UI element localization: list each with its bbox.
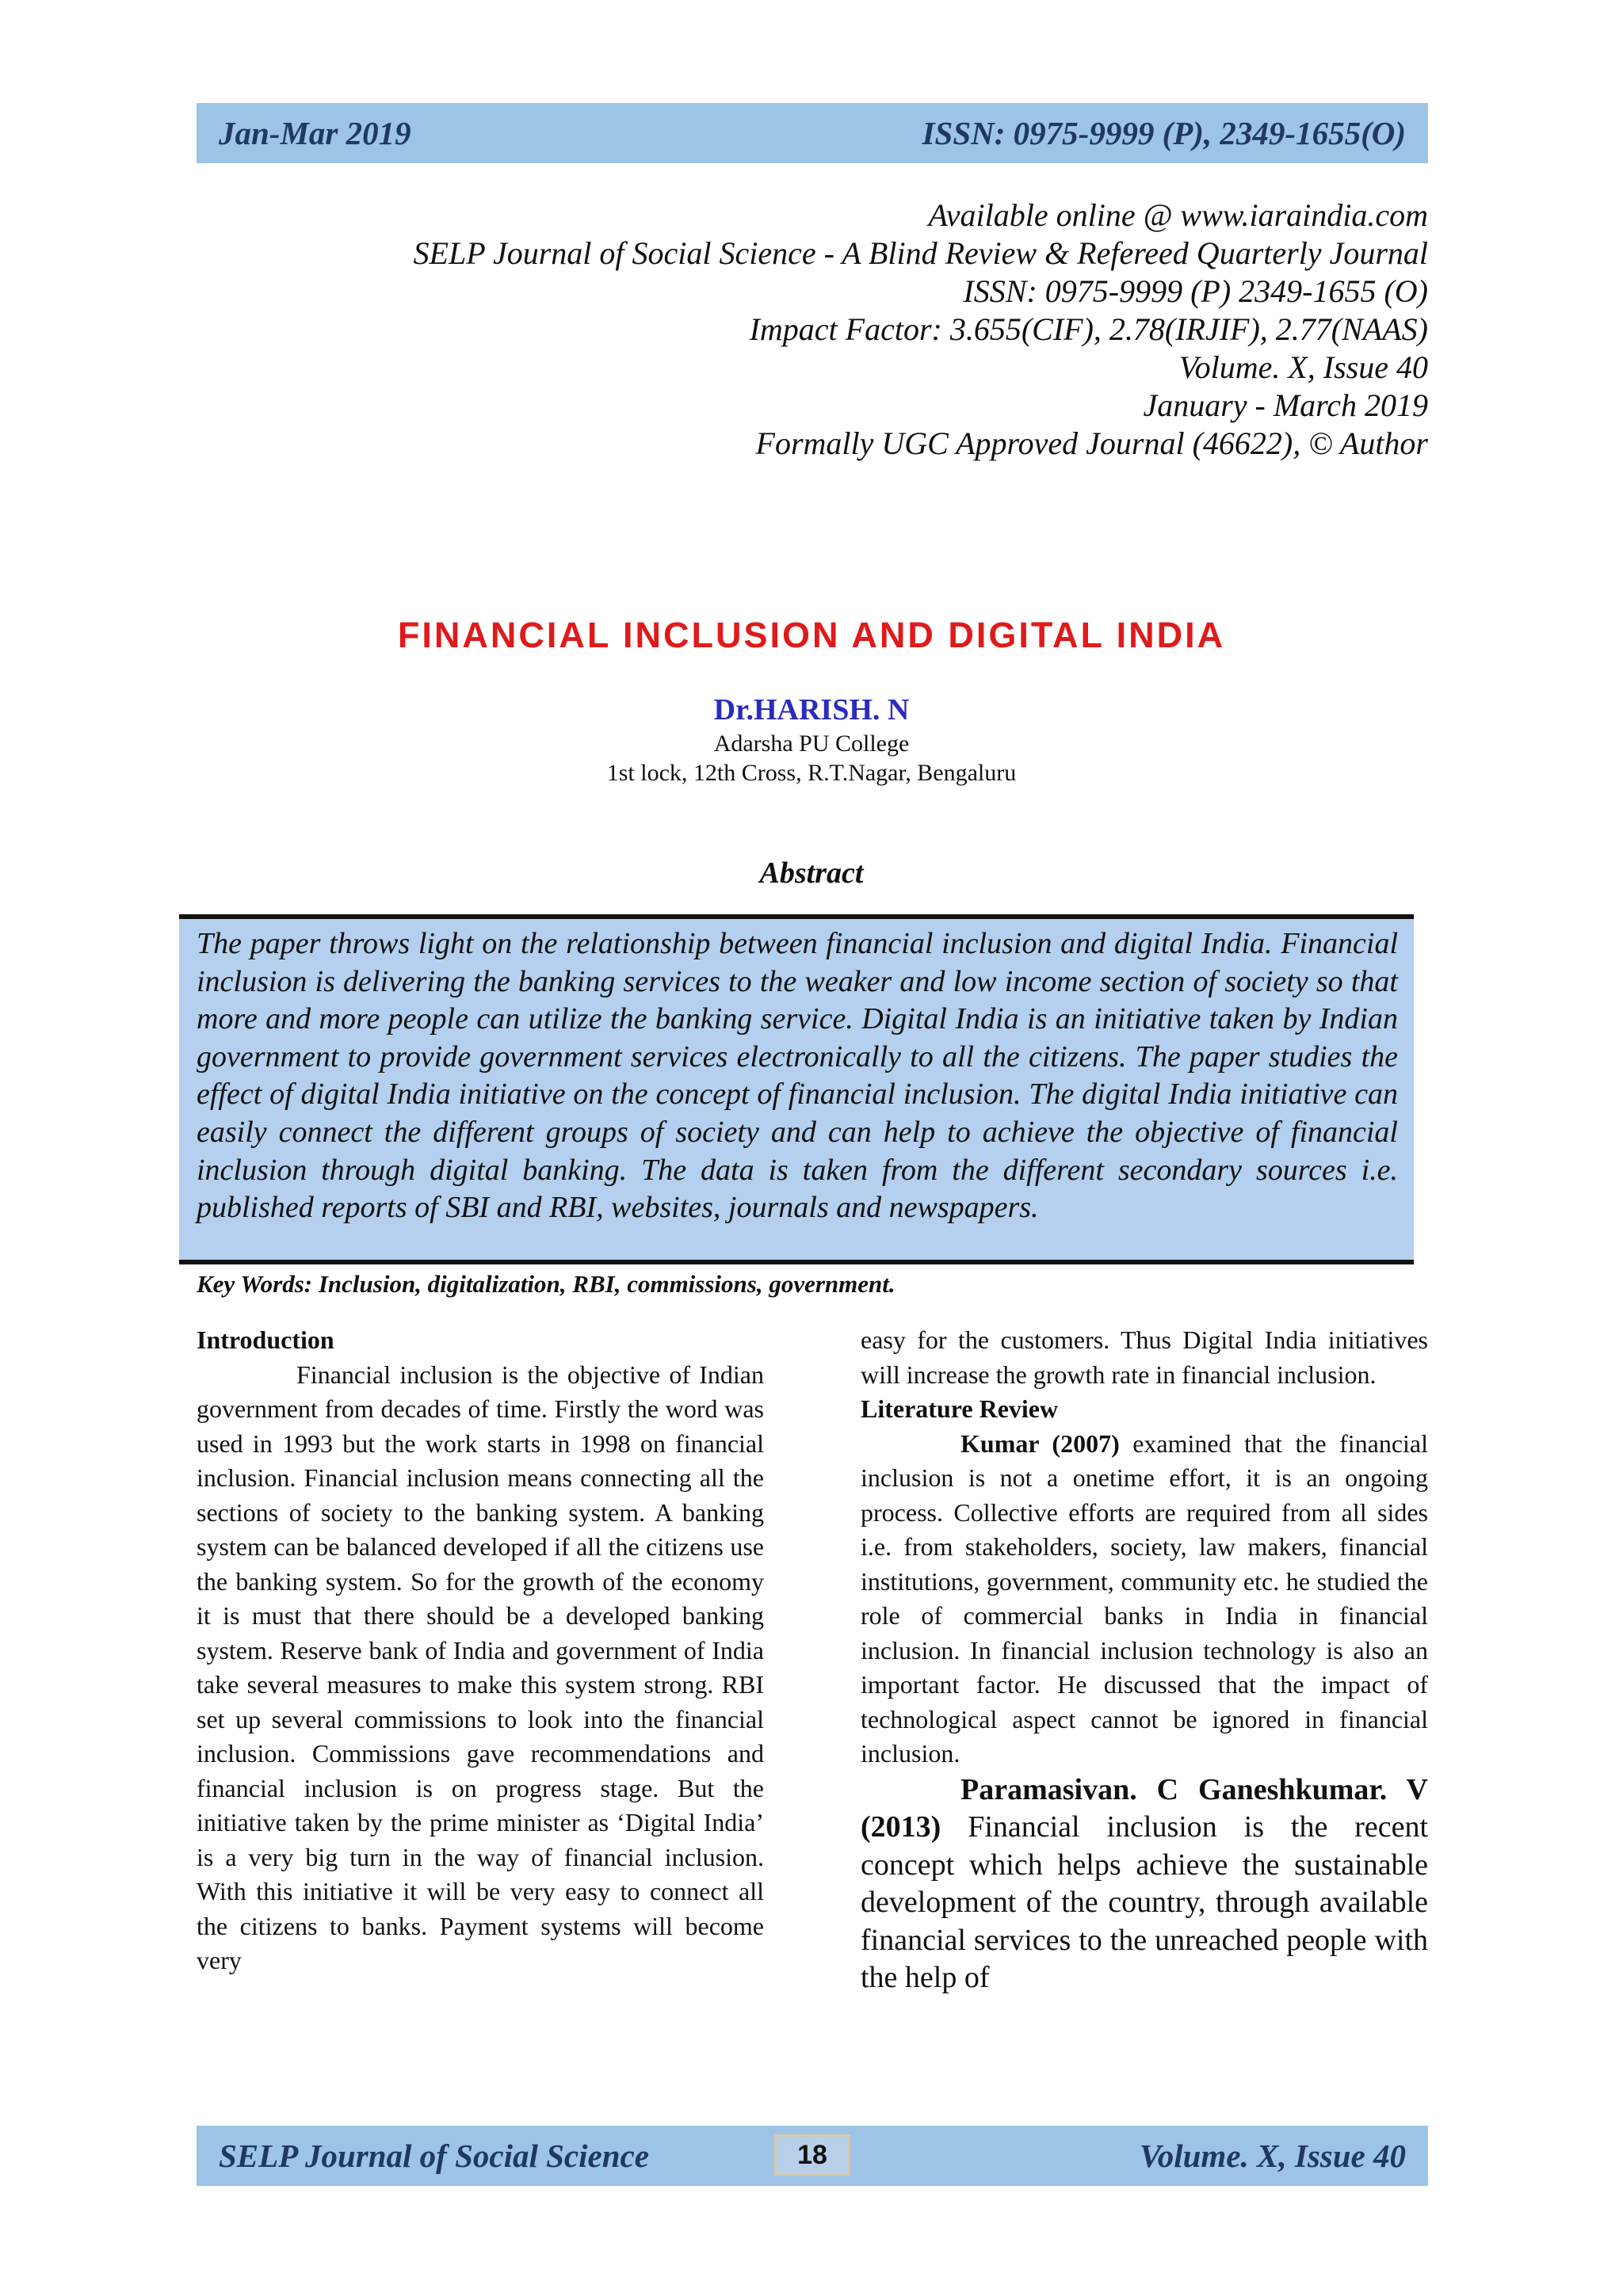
abstract-heading: Abstract bbox=[759, 856, 864, 890]
header-date: Jan-Mar 2019 bbox=[219, 115, 411, 151]
journal-meta-line: January - March 2019 bbox=[1143, 387, 1428, 423]
header-bar bbox=[197, 103, 1428, 163]
keywords: Key Words: Inclusion, digitalization, RBI, commissions, government. bbox=[197, 1270, 896, 1298]
literature-paragraph-kumar bbox=[861, 1427, 1428, 1772]
introduction-paragraph: Financial inclusion is the objective of Indian government from decades of time. Firstly the word was used in 1993 but the work starts in 1998 on financial inclusion. Financial inclusion means connecting all the sections of society to the banking system. A banking system can be balanced developed if all the citizens use the banking system. So for the growth of the economy it is must that there should be a developed banking system. Reserve bank of India and government of India take several measures to make this system strong. RBI set up several commissions to look into the financial inclusion. Commissions gave recommendations and financial inclusion is on progress stage. But the initiative taken by the prime minister as ‘Digital India’ is a very big turn in the way of financial inclusion. With this initiative it will be very easy to connect all the citizens to banks. Payment systems will become very bbox=[197, 1360, 764, 1974]
introduction-continuation: easy for the customers. Thus Digital India initiatives will increase the growth rate in financial inclusion. bbox=[861, 1325, 1428, 1389]
footer-bar bbox=[197, 2126, 1428, 2186]
journal-meta-line: SELP Journal of Social Science - A Blind Review & Refereed Quarterly Journal bbox=[413, 235, 1428, 271]
author-block bbox=[0, 691, 1623, 788]
citation-paramasivan: Paramasivan. C Ganeshkumar. V (2013) bbox=[861, 1772, 1428, 1844]
right-column bbox=[861, 1323, 1428, 1997]
author-name: Dr.HARISH. N bbox=[713, 693, 910, 727]
section-heading-introduction: Introduction bbox=[197, 1325, 334, 1354]
page-number: 18 bbox=[774, 2134, 850, 2176]
journal-meta-line: Formally UGC Approved Journal (46622), © Author bbox=[755, 425, 1428, 461]
abstract-text: The paper throws light on the relationship between financial inclusion and digital India. Financial inclusion is delivering the banking services to the weaker and low income section of society so that more and more people can utilize the banking service. Digital India is an initiative taken by Indian government to provide government services electronically to all the citizens. The paper studies the effect of digital India initiative on the concept of financial inclusion. The digital India initiative can easily connect the different groups of society and can help to achieve the objective of financial inclusion through digital banking. The data is taken from the different secondary sources i.e. published reports of SBI and RBI, websites, journals and newspapers. bbox=[197, 927, 1398, 1225]
journal-meta bbox=[414, 196, 1428, 463]
journal-meta-line: ISSN: 0975-9999 (P) 2349-1655 (O) bbox=[963, 273, 1428, 309]
journal-meta-line: Available online @ www.iaraindia.com bbox=[928, 197, 1428, 233]
citation-kumar: Kumar (2007) bbox=[960, 1428, 1120, 1458]
journal-meta-line: Volume. X, Issue 40 bbox=[1178, 349, 1428, 385]
section-heading-literature-review: Literature Review bbox=[861, 1394, 1059, 1423]
journal-meta-line: Impact Factor: 3.655(CIF), 2.78(IRJIF), 2.77(NAAS) bbox=[749, 311, 1428, 347]
left-column bbox=[197, 1323, 764, 1978]
header-issn: ISSN: 0975-9999 (P), 2349-1655(O) bbox=[922, 115, 1406, 151]
literature-paragraph-paramasivan bbox=[861, 1772, 1428, 1997]
footer-journal-name: SELP Journal of Social Science bbox=[219, 2138, 649, 2174]
footer-volume: Volume. X, Issue 40 bbox=[1139, 2138, 1406, 2174]
kumar-text: examined that the financial inclusion is not a onetime effort, it is an ongoing process. Collective efforts are required from all sides i.e. from stakeholders, society, law makers, financial institutions, government, community etc. he studied the role of commercial banks in India in financial inclusion. In financial inclusion technology is also an important factor. He discussed that the impact of technological aspect cannot be ignored in financial inclusion. bbox=[861, 1428, 1429, 1768]
author-institution: Adarsha PU College bbox=[713, 730, 910, 757]
author-address: 1st lock, 12th Cross, R.T.Nagar, Bengaluru bbox=[606, 760, 1017, 786]
paper-title: FINANCIAL INCLUSION AND DIGITAL INDIA bbox=[397, 615, 1226, 655]
paramasivan-text: Financial inclusion is the recent concept which helps achieve the sustainable development of the country, through available financial services to the unreached people with the help of bbox=[861, 1810, 1428, 1994]
abstract-box bbox=[179, 914, 1414, 1264]
